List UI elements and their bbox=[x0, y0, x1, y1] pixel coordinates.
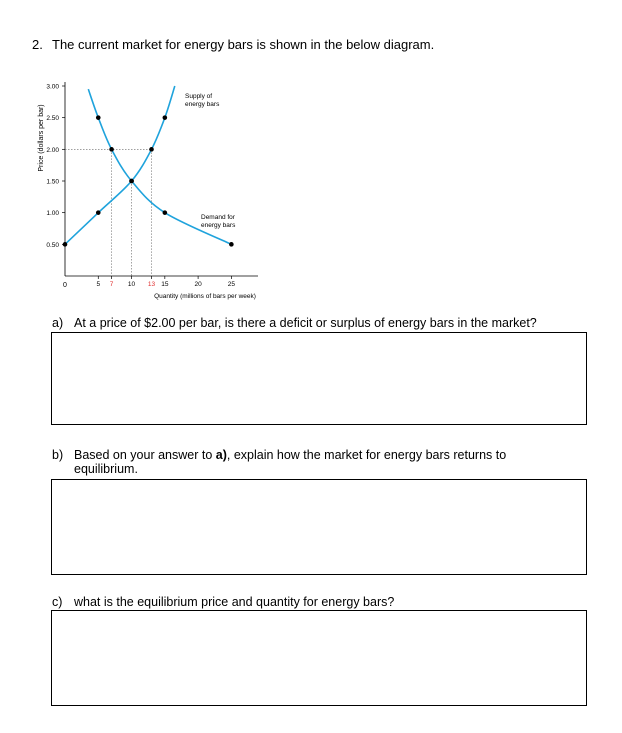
demand-point bbox=[96, 115, 101, 120]
x-tick-label: 13 bbox=[147, 281, 156, 288]
chart-axes bbox=[65, 82, 258, 276]
y-tick-label: 1.50 bbox=[46, 178, 59, 186]
supply-point bbox=[96, 210, 101, 215]
part-a-text: At a price of $2.00 per bar, is there a deficit or surplus of energy bars in the market? bbox=[74, 316, 537, 330]
part-b-answer-box[interactable] bbox=[51, 479, 587, 575]
y-tick-label: 0.50 bbox=[46, 241, 59, 249]
part-b-text-1: Based on your answer to bbox=[74, 448, 216, 462]
demand-label-line-2: energy bars bbox=[201, 222, 236, 229]
supply-label-line-2: energy bars bbox=[185, 101, 220, 108]
supply-point bbox=[163, 115, 168, 120]
question-title bbox=[32, 37, 434, 52]
y-tick-label: 1.00 bbox=[46, 210, 59, 218]
supply-label bbox=[185, 93, 220, 108]
supply-demand-chart bbox=[30, 68, 280, 308]
demand-point bbox=[229, 242, 234, 247]
x-tick-label: 7 bbox=[109, 281, 114, 288]
part-c-answer-box[interactable] bbox=[51, 610, 587, 706]
demand-point bbox=[109, 147, 114, 152]
supply-point bbox=[149, 147, 154, 152]
x-tick-label: 15 bbox=[161, 281, 169, 288]
y-tick-label: 3.00 bbox=[46, 83, 59, 91]
demand-label bbox=[201, 214, 236, 229]
demand-label-line-1: Demand for bbox=[201, 214, 235, 221]
question-number: 2. bbox=[32, 37, 43, 52]
part-b-text bbox=[74, 448, 506, 476]
demand-point bbox=[129, 179, 134, 184]
part-c-label: c) bbox=[52, 595, 63, 609]
chart-ticks bbox=[46, 84, 235, 289]
part-b-label: b) bbox=[52, 448, 64, 462]
x-tick-label: 25 bbox=[227, 281, 235, 288]
supply-label-line-1: Supply of bbox=[185, 93, 213, 100]
part-b-question bbox=[52, 448, 506, 476]
x-tick-label: 10 bbox=[127, 281, 136, 288]
chart-guides bbox=[65, 149, 152, 276]
part-b-text-3: equilibrium. bbox=[74, 462, 138, 476]
part-b-text-bold: a) bbox=[215, 448, 227, 462]
y-axis-label: Price (dollars per bar) bbox=[38, 104, 45, 172]
x-tick-label: 5 bbox=[96, 281, 101, 288]
part-c-text: what is the equilibrium price and quantity for energy bars? bbox=[74, 595, 395, 609]
x-tick-label: 20 bbox=[194, 281, 202, 288]
y-tick-label: 2.50 bbox=[46, 115, 59, 123]
part-a-question bbox=[52, 316, 537, 330]
part-a-label: a) bbox=[52, 316, 64, 330]
y-tick-label: 2.00 bbox=[46, 146, 59, 154]
x-axis-label: Quantity (millions of bars per week) bbox=[154, 293, 256, 300]
demand-point bbox=[163, 210, 168, 215]
question-text: The current market for energy bars is shown in the below diagram. bbox=[52, 37, 435, 52]
origin-label: 0 bbox=[63, 282, 67, 289]
part-c-question bbox=[52, 595, 394, 609]
part-a-answer-box[interactable] bbox=[51, 332, 587, 425]
part-b-text-2: , explain how the market for energy bars returns to bbox=[226, 448, 507, 462]
